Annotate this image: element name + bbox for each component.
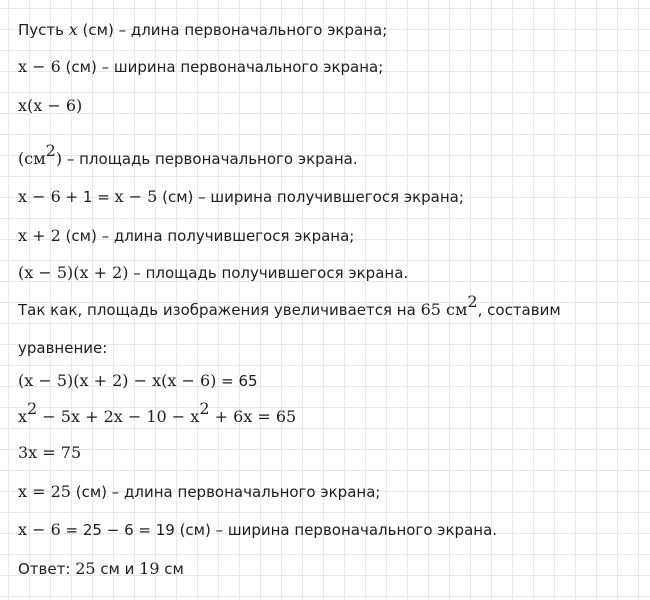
line-7-text: – площадь получившегося экрана. [128,264,409,282]
line-12-expr: 3x = 75 [18,443,82,462]
line-1 [18,20,387,40]
answer-label: Ответ: [18,560,76,578]
line-5-c: x − 5 [114,187,158,206]
line-13-text: (см) – длина первоначального экрана; [70,483,381,501]
line-14 [18,520,497,540]
solution-sheet [18,0,638,600]
line-14-a: x − 6 [18,520,61,539]
line-6-text: (см) – длина получившегося экрана; [60,227,355,245]
line-2-text: (см) – ширина первоначального экрана; [60,58,384,76]
line-11-e2: 2 [199,399,210,418]
line-14-b: = 25 − 6 = 19 [60,521,175,539]
line-14-text: (см) – ширина первоначального экрана. [174,521,498,539]
line-5 [18,187,464,207]
line-3 [18,96,82,116]
line-8-end: , составим [477,301,561,319]
answer-unit: см [159,560,184,578]
line-6 [18,226,354,246]
line-1-var: x [68,20,78,39]
line-7-expr: (x − 5)(x + 2) [18,263,129,282]
line-2 [18,57,383,77]
line-4 [18,141,358,169]
line-5-a: x − 6 [18,187,61,206]
line-9 [18,338,107,358]
line-1-text: (см) – длина первоначального экрана; [77,21,388,39]
line-4-exp: 2 [45,141,56,160]
line-11-a: x [18,407,28,426]
line-2-expr: x − 6 [18,57,61,76]
answer-width: 19 [139,559,160,578]
line-12 [18,443,81,463]
line-8 [18,292,561,320]
line-15-answer [18,559,184,579]
line-8-text: Так как, площадь изображения увеличивается на [18,301,421,319]
line-3-expr: x(x − 6) [18,96,83,115]
line-10 [18,371,258,391]
line-4-unit: (см [18,149,46,168]
line-7 [18,263,408,283]
line-10-a: (x − 5)(x + 2) − x(x − 6) [18,371,217,390]
line-6-expr: x + 2 [18,226,61,245]
line-11-c: + 6x = 65 [209,407,297,426]
line-11 [18,399,297,427]
line-8-num: 65 см [420,300,468,319]
answer-length: 25 [75,559,96,578]
line-13-expr: x = 25 [18,482,71,501]
line-4-text: – площадь первоначального экрана. [62,150,358,168]
line-5-text: (см) – ширина получившегося экрана; [157,188,464,206]
line-9-text: уравнение: [18,339,108,357]
line-11-e1: 2 [27,399,38,418]
line-11-b: − 5x + 2x − 10 − x [37,407,200,426]
line-5-b: + 1 = [60,188,115,206]
line-4-close: ) [55,149,63,168]
answer-sep: см и [95,560,140,578]
line-10-b: = 65 [216,372,258,390]
line-1-prefix: Пусть [18,21,69,39]
line-13 [18,482,380,502]
line-8-exp: 2 [467,292,478,311]
